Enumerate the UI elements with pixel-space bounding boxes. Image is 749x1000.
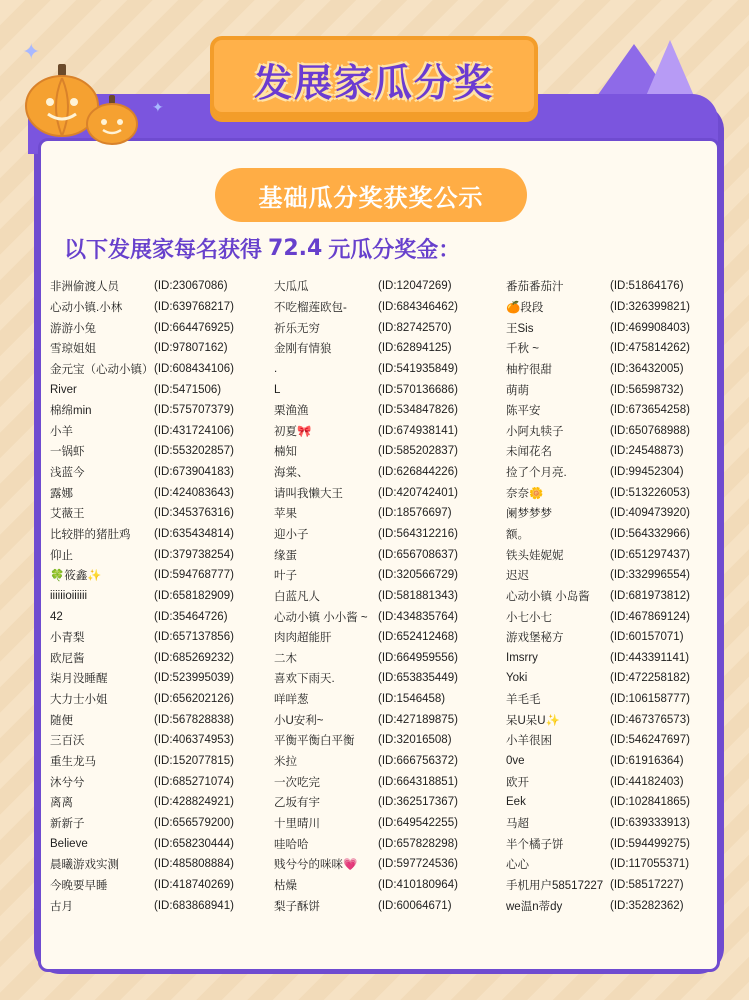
winner-name: 42 — [50, 610, 63, 623]
winner-id: (ID:410180964) — [378, 878, 458, 891]
winner-name: 小羊很困 — [506, 735, 552, 748]
winner-name: 🍊段段 — [506, 301, 544, 314]
winner-row — [274, 586, 498, 607]
winner-id: (ID:102841865) — [610, 796, 690, 809]
winner-name: 哇哈哈 — [274, 838, 309, 851]
winner-id: (ID:650768988) — [610, 424, 690, 437]
winner-id: (ID:467376573) — [610, 713, 690, 726]
winner-row — [50, 420, 274, 441]
winner-id: (ID:420742401) — [378, 486, 458, 499]
winner-row — [506, 730, 730, 751]
winner-row — [506, 565, 730, 586]
winner-name: 大瓜瓜 — [274, 281, 309, 294]
winner-name: 心动小镇 小小酱 ~ — [274, 611, 368, 624]
winner-row — [274, 813, 498, 834]
winner-row — [506, 668, 730, 689]
winner-row — [274, 606, 498, 627]
winner-row — [50, 627, 274, 648]
winner-row — [506, 854, 730, 875]
winner-name: 心动小镇 小岛酱 — [506, 590, 590, 603]
winner-id: (ID:681973812) — [610, 589, 690, 602]
winner-name: 乙坂有宇 — [274, 797, 320, 810]
winner-row — [50, 668, 274, 689]
winner-id: (ID:431724106) — [154, 424, 234, 437]
winner-row — [506, 833, 730, 854]
winner-id: (ID:567828838) — [154, 713, 234, 726]
winner-id: (ID:485808884) — [154, 858, 234, 871]
winner-name: Believe — [50, 837, 88, 850]
winner-row — [50, 524, 274, 545]
winner-id: (ID:597724536) — [378, 858, 458, 871]
winner-row — [50, 751, 274, 772]
winner-row — [50, 462, 274, 483]
winner-id: (ID:117055371) — [610, 858, 690, 871]
winner-row — [274, 771, 498, 792]
winner-id: (ID:639333913) — [610, 816, 690, 829]
winner-name: 咩咩葱 — [274, 694, 309, 707]
winner-name: 棉绵min — [50, 405, 92, 418]
winner-name: 游游小兔 — [50, 322, 96, 335]
winner-id: (ID:467869124) — [610, 610, 690, 623]
winner-row — [274, 689, 498, 710]
winner-id: (ID:5471506) — [154, 383, 222, 396]
winner-row — [274, 276, 498, 297]
winner-name: 米拉 — [274, 756, 297, 769]
winner-name: 苹果 — [274, 508, 297, 521]
winner-row — [506, 420, 730, 441]
winner-row — [506, 813, 730, 834]
winner-id: (ID:332996554) — [610, 569, 690, 582]
winner-name: . — [274, 362, 278, 375]
winner-name: 一次吃完 — [274, 776, 320, 789]
winner-name: 金刚有情狼 — [274, 343, 332, 356]
winner-name: 心心 — [506, 859, 529, 872]
winner-row — [50, 379, 274, 400]
winner-row — [506, 482, 730, 503]
winner-row — [506, 586, 730, 607]
winner-row — [506, 276, 730, 297]
winner-name: 金元宝（心动小镇） — [50, 363, 154, 376]
winner-name: 缘蛋 — [274, 549, 297, 562]
winner-id: (ID:82742570) — [378, 321, 452, 334]
winner-id: (ID:664476925) — [154, 321, 234, 334]
winner-id: (ID:424083643) — [154, 486, 234, 499]
winner-row — [274, 875, 498, 896]
winner-name: 今晚要早睡 — [50, 879, 108, 892]
winner-name: Imsrry — [506, 651, 538, 664]
winner-id: (ID:469908403) — [610, 321, 690, 334]
winner-name: 二木 — [274, 652, 297, 665]
winner-id: (ID:36432005) — [610, 362, 684, 375]
winner-id: (ID:406374953) — [154, 734, 234, 747]
winner-id: (ID:656708637) — [378, 548, 458, 561]
winner-id: (ID:626844226) — [378, 466, 458, 479]
winner-id: (ID:326399821) — [610, 300, 690, 313]
winner-name: 心动小镇.小林 — [50, 301, 123, 314]
winner-row — [506, 462, 730, 483]
winner-id: (ID:418740269) — [154, 878, 234, 891]
pumpkin-icon — [84, 94, 140, 146]
winner-name: iiiiiioiiiiii — [50, 589, 88, 602]
winner-name: 叶子 — [274, 570, 297, 583]
winner-id: (ID:673904183) — [154, 466, 234, 479]
winner-name: 马超 — [506, 817, 529, 830]
winner-id: (ID:97807162) — [154, 342, 228, 355]
winner-id: (ID:534847826) — [378, 404, 458, 417]
winner-row — [274, 730, 498, 751]
winner-name: 重生龙马 — [50, 756, 96, 769]
winner-name: 喜欢下雨天. — [274, 673, 335, 686]
winner-row — [50, 297, 274, 318]
winner-name: 比较胖的猪肚鸡 — [50, 529, 131, 541]
winner-id: (ID:32016508) — [378, 734, 452, 747]
winner-row — [274, 854, 498, 875]
winner-row — [274, 297, 498, 318]
winner-row — [274, 420, 498, 441]
winner-row — [50, 338, 274, 359]
winner-id: (ID:434835764) — [378, 610, 458, 623]
winner-name: 大力士小姐 — [50, 694, 108, 707]
winner-id: (ID:674938141) — [378, 424, 458, 437]
winner-name: 羊毛毛 — [506, 694, 541, 707]
winner-name: 栗渔渔 — [274, 405, 309, 418]
winner-row — [506, 317, 730, 338]
winner-name: 番茄番茄汁 — [506, 281, 564, 294]
winner-id: (ID:513226053) — [610, 486, 690, 499]
winner-row — [50, 792, 274, 813]
winner-name: 未闻花名 — [506, 446, 552, 459]
winner-row — [274, 544, 498, 565]
winner-id: (ID:564312216) — [378, 528, 458, 540]
winner-row — [506, 503, 730, 524]
winner-name: 浅蓝今 — [50, 467, 85, 480]
winner-id: (ID:594768777) — [154, 569, 234, 582]
winner-row — [50, 771, 274, 792]
winner-id: (ID:106158777) — [610, 693, 690, 706]
winner-row — [506, 524, 730, 545]
winner-id: (ID:409473920) — [610, 507, 690, 520]
winner-id: (ID:428824921) — [154, 796, 234, 809]
winner-row — [50, 606, 274, 627]
winner-id: (ID:35282362) — [610, 899, 684, 912]
winner-row — [274, 648, 498, 669]
winner-name: 小阿丸犊子 — [506, 425, 564, 438]
winner-id: (ID:635434814) — [154, 528, 234, 540]
winner-row — [274, 627, 498, 648]
winner-name: 艾薇王 — [50, 508, 85, 521]
winner-name: 十里晴川 — [274, 817, 320, 830]
winner-id: (ID:546247697) — [610, 734, 690, 747]
winner-id: (ID:379738254) — [154, 548, 234, 561]
winner-name: 露娜 — [50, 487, 73, 500]
winner-id: (ID:570136686) — [378, 383, 458, 396]
winner-name: 呆U呆U✨ — [506, 714, 560, 727]
winner-row — [274, 895, 498, 916]
winner-name: 迟迟 — [506, 570, 529, 583]
winner-row — [274, 751, 498, 772]
winner-id: (ID:320566729) — [378, 569, 458, 582]
winner-name: 沐兮兮 — [50, 776, 85, 789]
winner-row — [274, 462, 498, 483]
winner-id: (ID:658230444) — [154, 837, 234, 850]
winner-id: (ID:345376316) — [154, 507, 234, 520]
winner-id: (ID:685269232) — [154, 651, 234, 664]
winner-id: (ID:657137856) — [154, 631, 234, 644]
winner-name: 梨子酥饼 — [274, 900, 320, 913]
winner-row — [274, 359, 498, 380]
winner-id: (ID:657828298) — [378, 837, 458, 850]
winner-name: 铁头娃妮妮 — [506, 549, 564, 562]
winner-id: (ID:23067086) — [154, 280, 228, 293]
title-banner — [210, 36, 538, 122]
winner-row — [274, 503, 498, 524]
winner-id: (ID:60064671) — [378, 899, 452, 912]
winner-name: 贱兮兮的咪咪💗 — [274, 859, 358, 872]
winner-id: (ID:362517367) — [378, 796, 458, 809]
winner-name: 白蓝凡人 — [274, 590, 320, 603]
winner-row — [274, 833, 498, 854]
winner-name: 楠知 — [274, 446, 297, 459]
winner-id: (ID:639768217) — [154, 300, 234, 313]
winner-id: (ID:564332966) — [610, 528, 690, 540]
winner-row — [50, 503, 274, 524]
winner-name: 晨曦游戏实测 — [50, 859, 119, 872]
winner-name: Eek — [506, 796, 526, 809]
winner-name: 非洲偷渡人员 — [50, 281, 119, 294]
winner-name: 一锅虾 — [50, 446, 85, 459]
winner-name: 萌萌 — [506, 384, 529, 397]
winner-id: (ID:652412468) — [378, 631, 458, 644]
subtitle-banner — [215, 168, 527, 222]
winner-id: (ID:541935849) — [378, 362, 458, 375]
winner-name: 陈平安 — [506, 405, 541, 418]
winner-name: Yoki — [506, 672, 528, 685]
winner-id: (ID:673654258) — [610, 404, 690, 417]
winner-row — [274, 792, 498, 813]
winner-id: (ID:152077815) — [154, 755, 234, 768]
winner-row — [506, 751, 730, 772]
winner-id: (ID:649542255) — [378, 816, 458, 829]
winner-id: (ID:61916364) — [610, 755, 684, 768]
winner-name: L — [274, 383, 281, 396]
sparkle-icon: ✦ — [152, 100, 164, 116]
winner-row — [506, 895, 730, 916]
winner-name: 海棠、 — [274, 467, 309, 480]
winner-name: 欧开 — [506, 776, 529, 789]
winner-name: 小青梨 — [50, 632, 85, 645]
winner-name: 枯燥 — [274, 879, 297, 892]
winner-row — [50, 689, 274, 710]
winner-id: (ID:18576697) — [378, 507, 452, 520]
winner-id: (ID:56598732) — [610, 383, 684, 396]
winner-id: (ID:553202857) — [154, 445, 234, 458]
headline-suffix: 元瓜分奖金： — [328, 237, 461, 263]
winner-id: (ID:581881343) — [378, 589, 458, 602]
winner-id: (ID:664959556) — [378, 651, 458, 664]
winner-id: (ID:651297437) — [610, 548, 690, 561]
winner-row — [506, 359, 730, 380]
winner-row — [506, 379, 730, 400]
winner-id: (ID:594499275) — [610, 837, 690, 850]
winner-row — [506, 648, 730, 669]
winner-id: (ID:684346462) — [378, 300, 458, 313]
winner-row — [506, 338, 730, 359]
winner-id: (ID:656202126) — [154, 693, 234, 706]
winner-id: (ID:585202837) — [378, 445, 458, 458]
winner-row — [50, 586, 274, 607]
winner-id: (ID:472258182) — [610, 672, 690, 685]
subtitle: 基础瓜分奖获奖公示 — [258, 183, 484, 212]
winner-row — [50, 441, 274, 462]
winner-name: 不吃榴莲欧包- — [274, 301, 347, 314]
winner-name: 随便 — [50, 714, 73, 727]
winner-row — [274, 441, 498, 462]
winner-id: (ID:60157071) — [610, 631, 684, 644]
winner-name: 半个橘子饼 — [506, 838, 564, 851]
winner-name: 小U安利~ — [274, 714, 324, 727]
winner-id: (ID:523995039) — [154, 672, 234, 685]
winner-id: (ID:656579200) — [154, 816, 234, 829]
winner-name: 🍀筱鑫✨ — [50, 570, 102, 583]
winner-row — [506, 875, 730, 896]
winner-name: 雪琼姐姐 — [50, 343, 96, 356]
winner-row — [50, 276, 274, 297]
winner-row — [50, 895, 274, 916]
winner-id: (ID:12047269) — [378, 280, 452, 293]
winner-id: (ID:685271074) — [154, 775, 234, 788]
winner-name: 千秋 ~ — [506, 343, 539, 356]
winner-name: 奈奈🌼 — [506, 487, 544, 500]
winner-name: 小七小七 — [506, 611, 552, 624]
winner-row — [506, 689, 730, 710]
winner-row — [274, 338, 498, 359]
winner-row — [50, 813, 274, 834]
winner-row — [274, 482, 498, 503]
winner-id: (ID:51864176) — [610, 280, 684, 293]
winner-row — [274, 565, 498, 586]
winner-row — [50, 709, 274, 730]
winner-id: (ID:475814262) — [610, 342, 690, 355]
winner-row — [506, 606, 730, 627]
headline-text: 以下发展家每名获得 — [64, 237, 263, 263]
winner-row — [274, 400, 498, 421]
winner-name: 祈乐无穷 — [274, 322, 320, 335]
winner-name: 游戏堡秘方 — [506, 632, 564, 645]
winner-column-2 — [274, 276, 498, 916]
winner-id: (ID:58517227) — [610, 878, 684, 891]
winner-name: 额。 — [506, 529, 529, 541]
winner-row — [50, 400, 274, 421]
winner-name: 仰止 — [50, 549, 73, 562]
winner-id: (ID:99452304) — [610, 466, 684, 479]
winner-name: 平衡平衡白平衡 — [274, 735, 355, 748]
winner-id: (ID:24548873) — [610, 445, 684, 458]
winner-row — [506, 771, 730, 792]
winner-name: 王Sis — [506, 322, 534, 335]
winner-row — [506, 544, 730, 565]
award-amount: 72.4 — [268, 235, 323, 261]
winner-name: 阑梦梦梦 — [506, 508, 552, 521]
winner-name: 新新子 — [50, 817, 85, 830]
winner-name: 欧尼酱 — [50, 652, 85, 665]
winner-row — [50, 317, 274, 338]
winner-row — [50, 854, 274, 875]
winner-column-1 — [50, 276, 274, 916]
winner-id: (ID:44182403) — [610, 775, 684, 788]
winner-name: 肉肉超能肝 — [274, 632, 332, 645]
winner-name: 0ve — [506, 755, 525, 768]
winner-name: River — [50, 383, 77, 396]
winner-name: 手机用户58517227 — [506, 879, 604, 892]
winner-id: (ID:664318851) — [378, 775, 458, 788]
winner-id: (ID:653835449) — [378, 672, 458, 685]
winner-row — [50, 648, 274, 669]
winner-id: (ID:443391141) — [610, 651, 690, 664]
winner-row — [506, 400, 730, 421]
winner-id: (ID:427189875) — [378, 713, 458, 726]
winner-row — [274, 709, 498, 730]
winner-name: 离离 — [50, 797, 73, 810]
winner-row — [506, 709, 730, 730]
winner-name: we温n蒂dy — [506, 900, 563, 913]
winner-id: (ID:608434106) — [154, 362, 234, 375]
winner-id: (ID:575707379) — [154, 404, 234, 417]
winner-name: 小羊 — [50, 425, 73, 438]
winner-name: 古月 — [50, 900, 73, 913]
winner-row — [50, 875, 274, 896]
winner-row — [50, 544, 274, 565]
winner-name: 初夏🎀 — [274, 425, 312, 438]
winner-row — [506, 441, 730, 462]
winner-id: (ID:35464726) — [154, 610, 228, 623]
winner-row — [274, 668, 498, 689]
winner-column-3 — [506, 276, 730, 916]
award-headline — [64, 230, 704, 266]
winner-row — [506, 627, 730, 648]
winner-id: (ID:62894125) — [378, 342, 452, 355]
winner-row — [50, 359, 274, 380]
winner-name: 迎小子 — [274, 529, 309, 541]
sparkle-icon: ✦ — [22, 40, 41, 65]
winner-name: 三百沃 — [50, 735, 85, 748]
winner-id: (ID:658182909) — [154, 589, 234, 602]
winner-row — [50, 730, 274, 751]
winner-name: 柒月没睡醒 — [50, 673, 108, 686]
winner-name: 柚柠很甜 — [506, 363, 552, 376]
winner-row — [506, 297, 730, 318]
winner-id: (ID:683868941) — [154, 899, 234, 912]
winner-row — [274, 317, 498, 338]
winner-row — [274, 524, 498, 545]
page-title: 发展家瓜分奖 — [253, 60, 494, 105]
winner-row — [274, 379, 498, 400]
winner-row — [50, 482, 274, 503]
winner-id: (ID:1546458) — [378, 693, 446, 706]
winner-row — [506, 792, 730, 813]
winner-name: 请叫我懒大王 — [274, 487, 343, 500]
winner-row — [50, 565, 274, 586]
winner-name: 捡了个月亮. — [506, 467, 567, 480]
winner-id: (ID:666756372) — [378, 755, 458, 768]
winner-row — [50, 833, 274, 854]
